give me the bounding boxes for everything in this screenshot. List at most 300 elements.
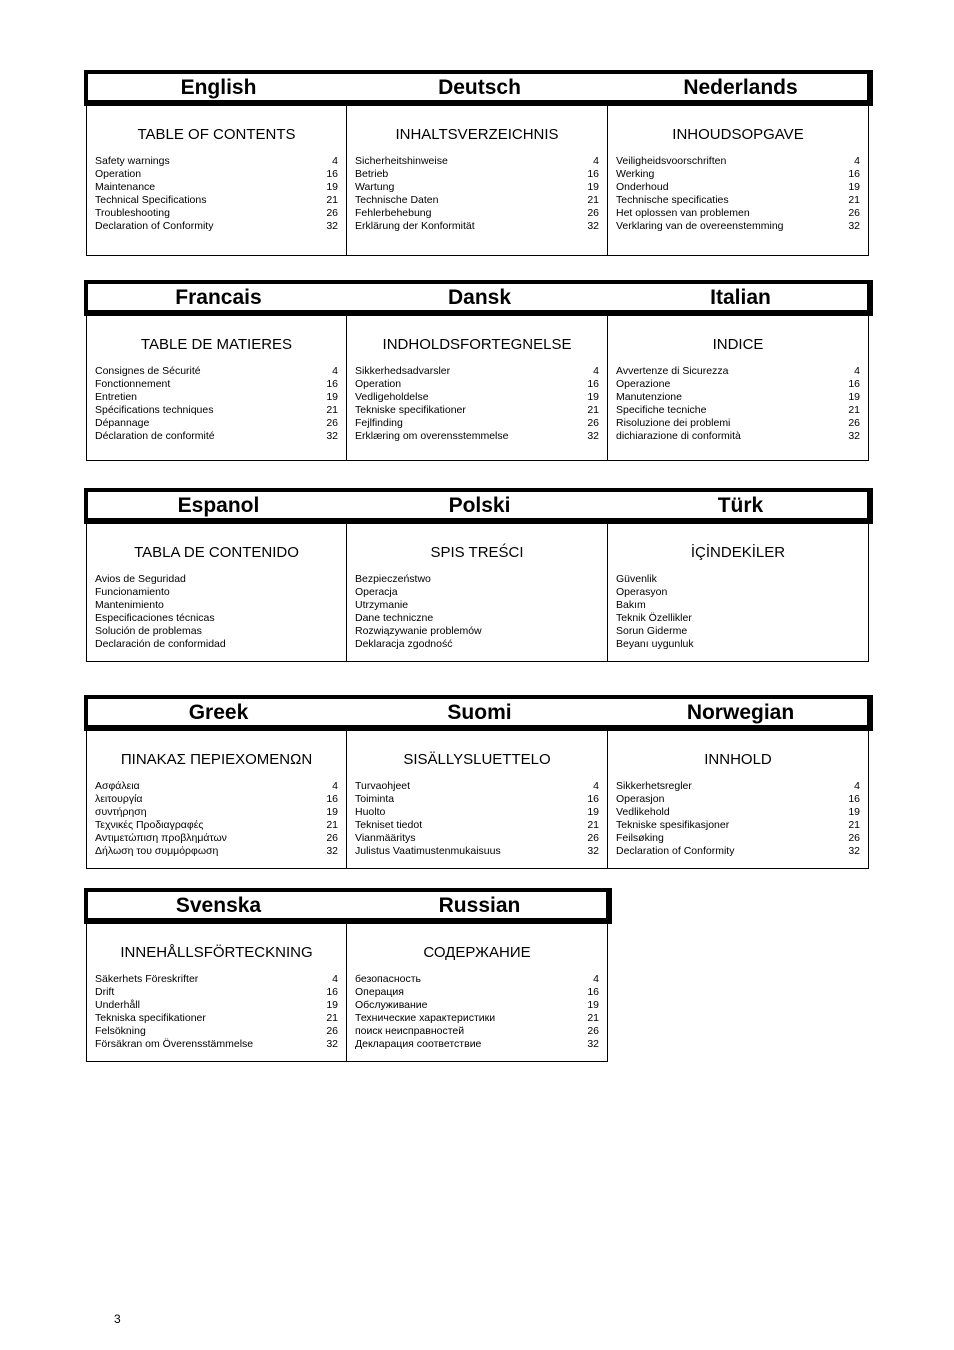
toc-entry (355, 220, 599, 233)
toc-entry-label: Erklæring om overensstemmelse (355, 430, 509, 442)
toc-entry-label: Risoluzione dei problemi (616, 417, 731, 429)
toc-entry-label: Beyanı uygunluk (616, 638, 694, 650)
toc-entry-label: dichiarazione di conformità (616, 430, 741, 442)
toc-entry-page: 4 (332, 365, 338, 377)
toc-entry-label: Julistus Vaatimustenmukaisuus (355, 845, 501, 857)
toc-entry (616, 155, 860, 168)
toc-entry-label: Dépannage (95, 417, 150, 429)
toc-entry-page: 26 (326, 832, 338, 844)
toc-entry-label: Ασφάλεια (95, 780, 140, 792)
toc-title: SPIS TREŚCI (430, 544, 524, 561)
toc-entry-page: 21 (326, 194, 338, 206)
toc-entry-label: Veiligheidsvoorschriften (616, 155, 727, 167)
toc-entry-label: Δήλωση του συμμόρφωση (95, 845, 219, 857)
toc-entry-page: 16 (326, 168, 338, 180)
toc-entry (355, 430, 599, 443)
toc-entry (95, 586, 338, 599)
toc-title: INNHOLD (704, 751, 772, 768)
toc-entry-page: 19 (587, 181, 599, 193)
toc-entry-page: 16 (587, 986, 599, 998)
toc-entry-page: 16 (848, 378, 860, 390)
toc-entry-page: 4 (593, 155, 599, 167)
toc-entry (616, 168, 860, 181)
toc-entry-label: Операция (355, 986, 404, 998)
toc-entry-page: 26 (326, 1025, 338, 1037)
toc-entry-page (579, 638, 599, 651)
toc-entry (95, 168, 338, 181)
toc-entry (95, 573, 338, 586)
toc-entry-page: 32 (326, 845, 338, 857)
toc-entry (616, 832, 860, 845)
toc-entry-label: поиск неисправностей (355, 1025, 465, 1037)
toc-entry (95, 780, 338, 793)
toc-entry-page: 26 (587, 1025, 599, 1037)
toc-entry-page: 16 (848, 793, 860, 805)
toc-entry-page (579, 573, 599, 586)
toc-entry-page: 19 (587, 391, 599, 403)
toc-entry (616, 612, 860, 625)
toc-entry (355, 1025, 599, 1038)
toc-entry (95, 612, 338, 625)
toc-entry-page: 16 (587, 168, 599, 180)
toc-entry-page: 4 (854, 155, 860, 167)
toc-entry (355, 391, 599, 404)
language-name: Suomi (447, 701, 512, 724)
toc-entry (355, 1012, 599, 1025)
toc-entry (95, 207, 338, 220)
toc-title: ΠΙΝΑΚΑΣ ΠΕΡΙΕΧΟΜΕΝΩΝ (120, 751, 313, 768)
toc-entry-page: 4 (332, 973, 338, 985)
toc-entry-label: Underhåll (95, 999, 140, 1011)
toc-entry (355, 780, 599, 793)
toc-entry-page (840, 586, 860, 599)
toc-title: SISÄLLYSLUETTELO (403, 751, 551, 768)
toc-entry-page: 19 (326, 806, 338, 818)
toc-entry (355, 181, 599, 194)
toc-entry (95, 793, 338, 806)
language-name: English (180, 76, 257, 99)
toc-entry-page: 16 (848, 168, 860, 180)
toc-entry-label: Technische Daten (355, 194, 439, 206)
toc-entry-page (318, 586, 338, 599)
toc-entry (616, 194, 860, 207)
toc-entry (355, 168, 599, 181)
toc-entry-page: 21 (326, 1012, 338, 1024)
toc-entry (355, 378, 599, 391)
toc-cell (347, 106, 608, 256)
toc-title: İÇİNDEKİLER (690, 544, 786, 561)
toc-entry-page: 26 (587, 207, 599, 219)
toc-entry-label: Bakım (616, 599, 646, 611)
toc-entry-page (579, 612, 599, 625)
toc-entry (616, 819, 860, 832)
toc-entry (95, 404, 338, 417)
toc-entry-page: 32 (587, 430, 599, 442)
toc-entry-page (579, 625, 599, 638)
toc-cell (86, 106, 347, 256)
toc-entry-label: Safety warnings (95, 155, 170, 167)
language-name: Türk (717, 494, 764, 517)
toc-entry (95, 999, 338, 1012)
toc-entry-label: Maintenance (95, 181, 156, 193)
toc-entry-label: Sikkerhetsregler (616, 780, 692, 792)
toc-entry-page: 32 (326, 220, 338, 232)
toc-entry-page (840, 625, 860, 638)
toc-entry (355, 1038, 599, 1051)
toc-entry (95, 378, 338, 391)
language-group (84, 888, 612, 1062)
toc-entry-label: Avvertenze di Sicurezza (616, 365, 729, 377)
toc-cell (608, 731, 869, 869)
toc-entry (95, 181, 338, 194)
toc-entry-page: 19 (848, 391, 860, 403)
toc-entry-page: 16 (326, 986, 338, 998)
toc-title: INDHOLDSFORTEGNELSE (382, 336, 572, 353)
toc-title: INHOUDSOPGAVE (672, 126, 804, 143)
toc-entry (95, 194, 338, 207)
toc-cell (347, 524, 608, 662)
toc-cell (86, 731, 347, 869)
toc-entry-label: Déclaration de conformité (95, 430, 215, 442)
toc-entry-page: 19 (848, 806, 860, 818)
toc-entry (95, 806, 338, 819)
language-group (84, 280, 873, 461)
toc-entry-label: Försäkran om Överensstämmelse (95, 1038, 254, 1050)
language-name: Russian (438, 894, 521, 917)
toc-entry-page: 21 (326, 819, 338, 831)
toc-entry-label: Feilsøking (616, 832, 664, 844)
toc-entry-page (840, 599, 860, 612)
toc-cell (347, 316, 608, 461)
toc-entry (95, 845, 338, 858)
toc-entry (616, 780, 860, 793)
toc-title: INNEHÅLLSFÖRTECKNING (120, 944, 313, 961)
toc-entry-page: 4 (854, 365, 860, 377)
language-name: Francais (175, 286, 262, 309)
toc-entry-label: Vedlikehold (616, 806, 670, 818)
language-group (84, 695, 873, 869)
toc-entry-label: Werking (616, 168, 655, 180)
toc-entry (355, 999, 599, 1012)
toc-entry-page: 26 (848, 207, 860, 219)
language-name: Polski (448, 494, 511, 517)
toc-entry-label: Обслуживание (355, 999, 428, 1011)
toc-entry-page (840, 638, 860, 651)
toc-entry-page: 32 (587, 220, 599, 232)
toc-entry-label: Mantenimiento (95, 599, 164, 611)
toc-entry (616, 806, 860, 819)
toc-entry-label: Vedligeholdelse (355, 391, 429, 403)
toc-entry-page (840, 612, 860, 625)
toc-entry-label: Operazione (616, 378, 671, 390)
toc-entry-label: Technische specificaties (616, 194, 729, 206)
language-name: Espanol (177, 494, 260, 517)
toc-entry-label: Utrzymanie (355, 599, 409, 611)
toc-entry-label: Технические характеристики (355, 1012, 496, 1024)
language-name: Norwegian (686, 701, 795, 724)
toc-entry-label: Erklärung der Konformität (355, 220, 475, 232)
toc-cell (347, 924, 608, 1062)
toc-entry (616, 207, 860, 220)
toc-entry (355, 417, 599, 430)
toc-entry-label: Operasjon (616, 793, 665, 805)
page-number: 3 (114, 1312, 121, 1326)
language-group (84, 70, 873, 256)
toc-entry (95, 155, 338, 168)
toc-entry (616, 599, 860, 612)
language-name: Italian (710, 286, 771, 309)
toc-entry-label: συντήρηση (95, 806, 147, 818)
toc-entry-label: λειτουργία (95, 793, 143, 805)
toc-entry-label: Wartung (355, 181, 395, 193)
toc-entry-page: 19 (848, 181, 860, 193)
toc-entry-label: Operation (95, 168, 142, 180)
toc-entry-page (318, 573, 338, 586)
toc-entry-page (318, 612, 338, 625)
toc-entry (95, 365, 338, 378)
toc-entry-label: Troubleshooting (95, 207, 170, 219)
toc-entry-label: Tekniset tiedot (355, 819, 423, 831)
toc-entry-label: Avios de Seguridad (95, 573, 186, 585)
toc-entry (355, 832, 599, 845)
toc-entry (95, 625, 338, 638)
toc-title: TABLA DE CONTENIDO (134, 544, 299, 561)
toc-entry-label: Dane techniczne (355, 612, 434, 624)
toc-entry-label: Декларация соответствие (355, 1038, 482, 1050)
toc-cell (608, 524, 869, 662)
toc-entry (616, 181, 860, 194)
toc-entry-page: 21 (848, 404, 860, 416)
toc-cell (86, 316, 347, 461)
toc-entry-page: 21 (848, 819, 860, 831)
toc-entry-page: 26 (326, 207, 338, 219)
toc-entry (616, 845, 860, 858)
toc-entry-page: 4 (332, 780, 338, 792)
toc-entry-label: Drift (95, 986, 115, 998)
toc-entry-label: Declaration of Conformity (95, 220, 214, 232)
toc-entry-page (318, 638, 338, 651)
toc-entry-page: 4 (593, 780, 599, 792)
language-header-bar (84, 280, 873, 316)
toc-entry-label: Tekniske specifikationer (355, 404, 466, 416)
toc-entry (95, 391, 338, 404)
toc-entry (616, 391, 860, 404)
toc-entry (616, 573, 860, 586)
toc-cell (347, 731, 608, 869)
toc-entry-page: 32 (848, 430, 860, 442)
toc-entry (355, 612, 599, 625)
toc-entry-label: безопасность (355, 973, 421, 985)
toc-entry (355, 845, 599, 858)
toc-entry-label: Toiminta (355, 793, 395, 805)
toc-entry-page: 16 (326, 378, 338, 390)
toc-entry (616, 417, 860, 430)
toc-entry-label: Tekniske spesifikasjoner (616, 819, 730, 831)
toc-entry (616, 365, 860, 378)
toc-entry-page: 21 (587, 819, 599, 831)
toc-cell (86, 524, 347, 662)
toc-entry (95, 417, 338, 430)
toc-entry (95, 1012, 338, 1025)
toc-entry-page: 4 (593, 973, 599, 985)
toc-entry (355, 806, 599, 819)
toc-entry (616, 220, 860, 233)
toc-entry-page: 16 (587, 793, 599, 805)
toc-entry (355, 207, 599, 220)
toc-entry-label: Betrieb (355, 168, 389, 180)
toc-entry-label: Teknik Özellikler (616, 612, 692, 624)
toc-entry-page (318, 625, 338, 638)
toc-entry-page: 26 (848, 832, 860, 844)
toc-entry-page: 26 (848, 417, 860, 429)
toc-entry-label: Spécifications techniques (95, 404, 214, 416)
toc-entry-page (579, 586, 599, 599)
toc-entry (95, 1025, 338, 1038)
toc-entry-label: Säkerhets Föreskrifter (95, 973, 199, 985)
toc-entry-label: Deklaracja zgodność (355, 638, 453, 650)
toc-entry (355, 586, 599, 599)
toc-entry-label: Sorun Giderme (616, 625, 688, 637)
language-name: Deutsch (438, 76, 521, 99)
toc-entry-label: Fonctionnement (95, 378, 171, 390)
toc-entry-label: Vianmääritys (355, 832, 416, 844)
toc-entry-page: 26 (587, 417, 599, 429)
toc-entry-page: 32 (587, 845, 599, 857)
language-name: Svenska (175, 894, 262, 917)
toc-entry-label: Operasyon (616, 586, 668, 598)
language-name: Nederlands (683, 76, 798, 99)
toc-entry-label: Entretien (95, 391, 138, 403)
toc-entry-label: Especificaciones técnicas (95, 612, 215, 624)
language-header-bar (84, 70, 873, 106)
toc-entry (95, 973, 338, 986)
toc-entry (355, 155, 599, 168)
toc-entry-label: Tekniska specifikationer (95, 1012, 206, 1024)
toc-entry-page: 32 (587, 1038, 599, 1050)
toc-entry (95, 638, 338, 651)
toc-entry-page: 16 (326, 793, 338, 805)
toc-entry (95, 220, 338, 233)
language-group (84, 488, 873, 662)
toc-entry-label: Verklaring van de overeenstemming (616, 220, 784, 232)
toc-entry (355, 986, 599, 999)
toc-entry-page: 32 (848, 845, 860, 857)
toc-entry-page: 26 (587, 832, 599, 844)
toc-entry-label: Fejlfinding (355, 417, 403, 429)
toc-entry-label: Specifiche tecniche (616, 404, 707, 416)
toc-entry (355, 573, 599, 586)
toc-entry (616, 586, 860, 599)
language-header-bar (84, 488, 873, 524)
toc-entry (616, 430, 860, 443)
toc-entry (355, 819, 599, 832)
toc-entry-page: 26 (326, 417, 338, 429)
toc-entry-label: Sicherheitshinweise (355, 155, 448, 167)
toc-entry-label: Huolto (355, 806, 386, 818)
toc-entry-label: Güvenlik (616, 573, 657, 585)
toc-entry (355, 793, 599, 806)
toc-entry (616, 404, 860, 417)
toc-entry (95, 986, 338, 999)
toc-entry-label: Technical Specifications (95, 194, 207, 206)
toc-entry (95, 599, 338, 612)
toc-entry-label: Consignes de Sécurité (95, 365, 201, 377)
toc-entry (95, 832, 338, 845)
toc-entry (355, 638, 599, 651)
toc-entry-page: 21 (587, 194, 599, 206)
toc-entry (355, 404, 599, 417)
toc-entry (355, 599, 599, 612)
toc-entry-page: 21 (848, 194, 860, 206)
toc-entry-label: Operacja (355, 586, 398, 598)
toc-entry (355, 194, 599, 207)
toc-entry (95, 430, 338, 443)
toc-entry-label: Manutenzione (616, 391, 682, 403)
toc-entry-label: Het oplossen van problemen (616, 207, 750, 219)
toc-entry-label: Αντιμετώπιση προβλημάτων (95, 832, 227, 844)
toc-entry-page: 19 (587, 999, 599, 1011)
toc-entry-page: 32 (326, 1038, 338, 1050)
toc-entry (95, 819, 338, 832)
toc-entry-label: Turvaohjeet (355, 780, 411, 792)
toc-entry-page: 4 (854, 780, 860, 792)
toc-entry (616, 378, 860, 391)
toc-entry (355, 973, 599, 986)
toc-entry (616, 793, 860, 806)
toc-title: СОДЕРЖАНИЕ (423, 944, 531, 961)
toc-title: INDICE (712, 336, 764, 353)
toc-entry-page: 19 (326, 999, 338, 1011)
toc-entry-label: Fehlerbehebung (355, 207, 432, 219)
toc-entry (616, 625, 860, 638)
toc-entry-page: 21 (326, 404, 338, 416)
toc-title: TABLE OF CONTENTS (137, 126, 296, 143)
toc-entry-label: Τεχνικές Προδιαγραφές (95, 819, 204, 831)
toc-cell (86, 924, 347, 1062)
toc-entry-label: Bezpieczeństwo (355, 573, 431, 585)
language-header-bar (84, 695, 873, 731)
toc-entry-label: Sikkerhedsadvarsler (355, 365, 451, 377)
language-header-bar (84, 888, 612, 924)
toc-cell (608, 106, 869, 256)
toc-entry (95, 1038, 338, 1051)
toc-title: TABLE DE MATIERES (140, 336, 293, 353)
language-name: Greek (188, 701, 249, 724)
toc-entry-page: 19 (587, 806, 599, 818)
toc-entry-page (840, 573, 860, 586)
toc-entry-page: 4 (593, 365, 599, 377)
toc-entry-page: 21 (587, 1012, 599, 1024)
toc-entry-label: Declaration of Conformity (616, 845, 735, 857)
toc-entry-page (318, 599, 338, 612)
toc-entry-label: Rozwiązywanie problemów (355, 625, 482, 637)
toc-entry-page: 32 (326, 430, 338, 442)
toc-entry-label: Solución de problemas (95, 625, 202, 637)
toc-entry-page: 21 (587, 404, 599, 416)
toc-entry-page (579, 599, 599, 612)
toc-entry-page: 4 (332, 155, 338, 167)
toc-entry (616, 638, 860, 651)
toc-entry-page: 16 (587, 378, 599, 390)
toc-entry (355, 365, 599, 378)
toc-entry-label: Declaración de conformidad (95, 638, 226, 650)
toc-entry-label: Operation (355, 378, 402, 390)
toc-entry-label: Funcionamiento (95, 586, 170, 598)
toc-entry-page: 32 (848, 220, 860, 232)
toc-entry (355, 625, 599, 638)
toc-entry-label: Onderhoud (616, 181, 669, 193)
toc-entry-page: 19 (326, 181, 338, 193)
